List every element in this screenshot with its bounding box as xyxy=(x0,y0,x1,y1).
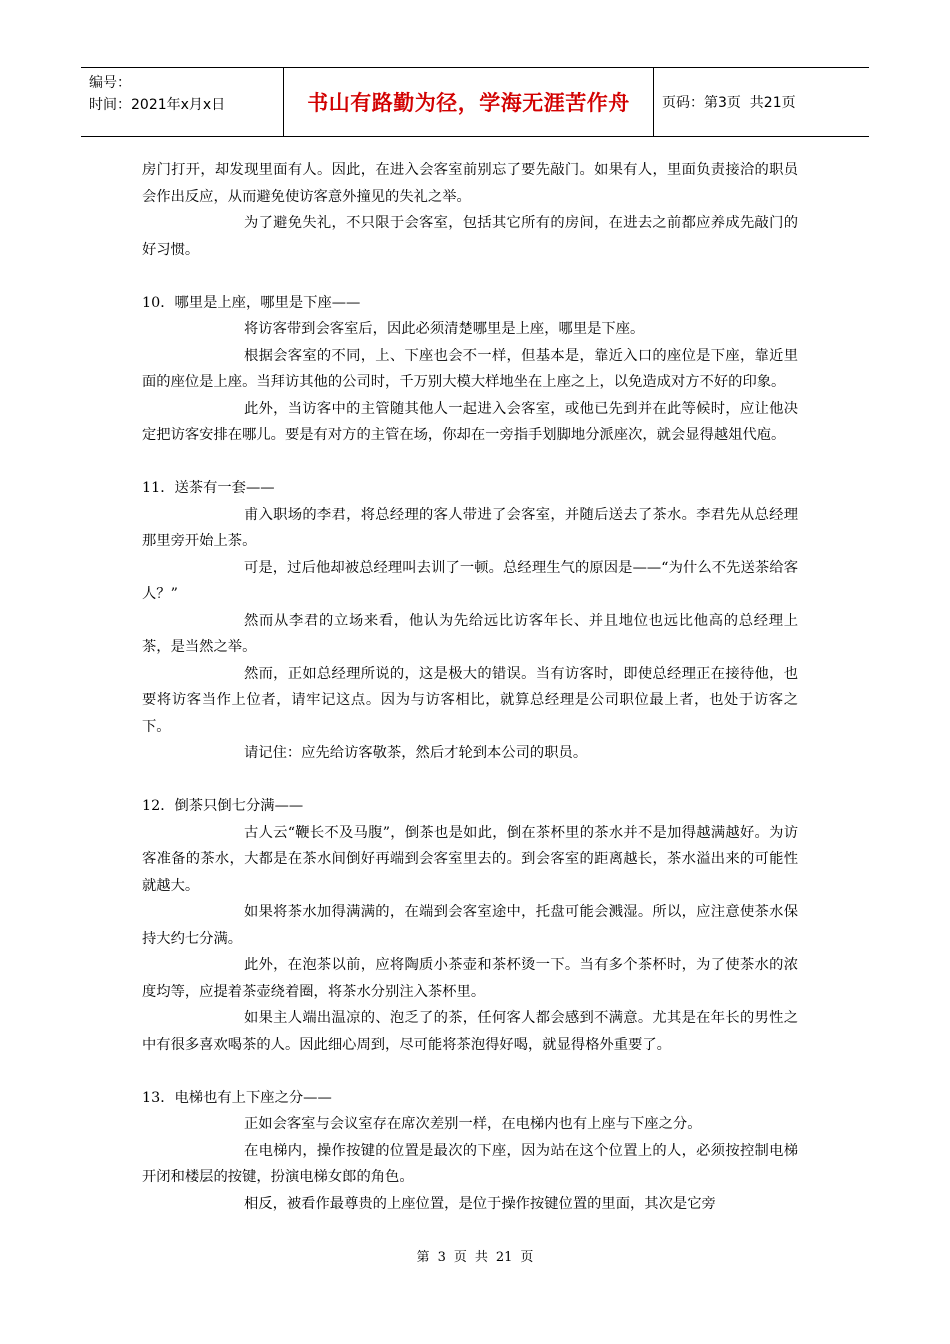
footer-di: 第 xyxy=(416,1250,430,1265)
paragraph: 此外，当访客中的主管随其他人一起进入会客室，或他已先到并在此等候时，应让他决定把访客安排在哪儿。要是有对方的主管在场，你却在一旁指手划脚地分派座次，就会显得越俎代庖。 xyxy=(142,400,798,443)
footer-page-number: 3 xyxy=(437,1250,446,1265)
header-page-label: 页码：第3页 共21页 xyxy=(662,95,796,111)
paragraph: 请记住：应先给访客敬茶，然后才轮到本公司的职员。 xyxy=(244,745,588,761)
header-page-info xyxy=(654,68,869,136)
footer-total-pages: 21 xyxy=(495,1250,513,1265)
paragraph: 将访客带到会客室后，因此必须清楚哪里是上座，哪里是下座。 xyxy=(244,321,645,337)
paragraph: 此外，在泡茶以前，应将陶质小茶壶和茶杯烫一下。当有多个茶杯时，为了使茶水的浓度均等，应提着茶壶绕着圈，将茶水分别注入茶杯里。 xyxy=(142,957,798,1000)
footer-ye-2: 页 xyxy=(520,1250,534,1265)
document-number-label: 编号： xyxy=(89,75,131,91)
paragraph: 根据会客室的不同，上、下座也会不一样，但基本是，靠近入口的座位是下座，靠近里面的座位是上座。当拜访其他的公司时，千万别大模大样地坐在上座之上，以免造成对方不好的印象。 xyxy=(142,347,798,390)
paragraph: 然而从李君的立场来看，他认为先给远比访客年长、并且地位也远比他高的总经理上茶，是当然之举。 xyxy=(142,612,798,655)
paragraph: 如果主人端出温凉的、泡乏了的茶，任何客人都会感到不满意。尤其是在年长的男性之中有很多喜欢喝茶的人。因此细心周到，尽可能将茶泡得好喝，就显得格外重要了。 xyxy=(142,1010,798,1053)
page-footer xyxy=(0,1246,950,1265)
section-title-12: 12．倒茶只倒七分满—— xyxy=(142,798,304,814)
paragraph: 正如会客室与会议室存在席次差别一样，在电梯内也有上座与下座之分。 xyxy=(244,1116,702,1132)
paragraph: 房门打开，却发现里面有人。因此，在进入会客室前别忘了要先敲门。如果有人，里面负责接洽的职员会作出反应，从而避免使访客意外撞见的失礼之举。 xyxy=(142,162,798,205)
paragraph: 为了避免失礼，不只限于会客室，包括其它所有的房间，在进去之前都应养成先敲门的好习惯。 xyxy=(142,215,798,258)
paragraph: 然而，正如总经理所说的，这是极大的错误。当有访客时，即使总经理正在接待他，也要将访客当作上位者，请牢记这点。因为与访客相比，就算总经理是公司职位最上者，也处于访客之下。 xyxy=(142,665,798,735)
document-date-label: 时间：2021年x月x日 xyxy=(89,97,226,113)
paragraph: 可是，过后他却被总经理叫去训了一顿。总经理生气的原因是——“为什么不先送茶给客人？” xyxy=(142,559,798,602)
footer-gong: 共 xyxy=(474,1250,488,1265)
section-title-13: 13．电梯也有上下座之分—— xyxy=(142,1089,332,1106)
header-meta xyxy=(81,68,284,136)
document-body xyxy=(142,157,798,1217)
paragraph: 古人云“鞭长不及马腹”，倒茶也是如此，倒在茶杯里的茶水并不是加得越满越好。为访客准备的茶水，大都是在茶水间倒好再端到会客室里去的。到会客室的距离越长，茶水溢出来的可能性就越大。 xyxy=(142,824,798,894)
paragraph: 相反，被看作最尊贵的上座位置，是位于操作按键位置的里面，其次是它旁 xyxy=(244,1195,716,1212)
header-motto: 书山有路勤为径，学海无涯苦作舟 xyxy=(284,68,654,136)
footer-ye: 页 xyxy=(453,1250,467,1265)
paragraph: 如果将茶水加得满满的，在端到会客室途中，托盘可能会溅湿。所以，应注意使茶水保持大约七分满。 xyxy=(142,904,798,947)
paragraph: 甫入职场的李君，将总经理的客人带进了会客室，并随后送去了茶水。李君先从总经理那里旁开始上茶。 xyxy=(142,506,798,549)
section-title-11: 11．送茶有一套—— xyxy=(142,480,275,496)
page-header xyxy=(81,67,869,137)
section-title-10: 10．哪里是上座，哪里是下座—— xyxy=(142,294,361,311)
paragraph: 在电梯内，操作按键的位置是最次的下座，因为站在这个位置上的人，必须按控制电梯开闭和楼层的按键，扮演电梯女郎的角色。 xyxy=(142,1142,798,1185)
